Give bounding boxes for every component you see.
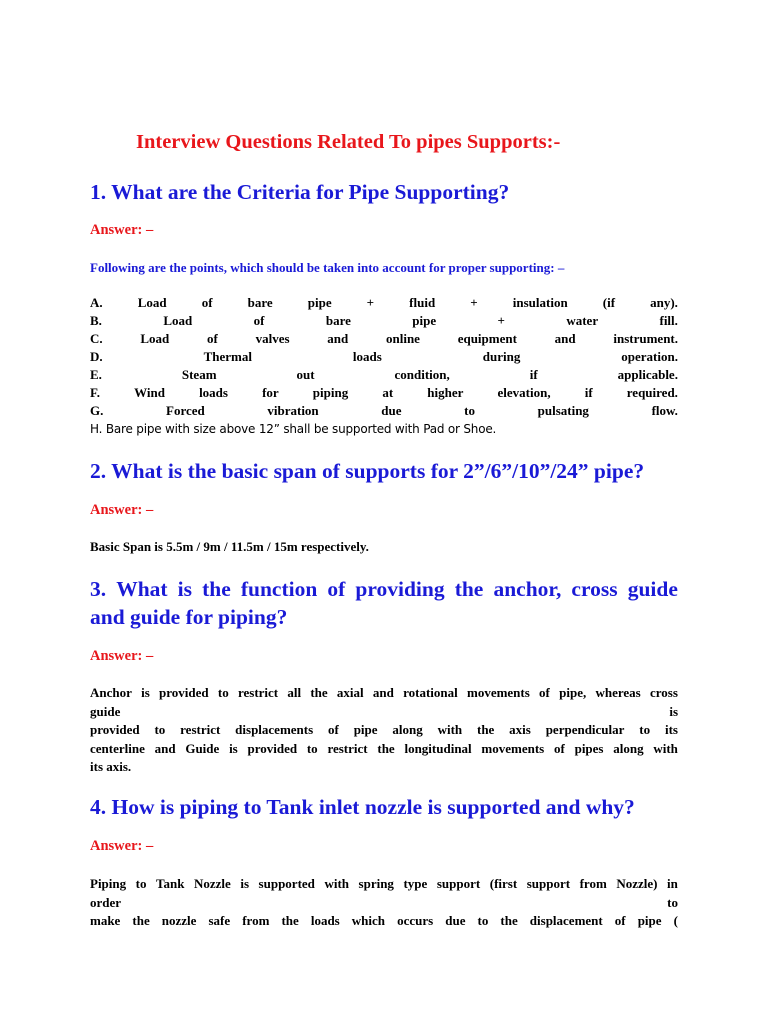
criteria-point-word: operation. — [621, 349, 678, 364]
criteria-point-word: fluid — [409, 295, 436, 310]
criteria-point-last: H. Bare pipe with size above 12” shall be supported with Pad or Shoe. — [90, 422, 497, 436]
word: axis — [509, 722, 531, 737]
criteria-point-word: pipe — [412, 313, 437, 328]
word: is — [229, 740, 238, 756]
criteria-point-word: during — [482, 349, 521, 364]
answer-3-text — [90, 684, 678, 777]
word: movements — [466, 685, 530, 700]
word: which — [351, 913, 386, 928]
criteria-point-word: Steam — [181, 367, 217, 382]
word: Nozzle — [194, 876, 231, 891]
answer-3-line-1 — [90, 684, 678, 703]
word: to — [306, 740, 318, 756]
answer-2-line: Basic Span is 5.5m / 9m / 11.5m / 15m respectively. — [90, 539, 369, 554]
criteria-point-word: loads — [352, 349, 382, 364]
criteria-point-word: pipe — [307, 295, 332, 310]
word: along — [392, 722, 423, 737]
criteria-point-word: + — [470, 295, 478, 310]
word: of — [328, 722, 339, 737]
criteria-point-word: due — [381, 403, 402, 418]
word: pipe — [353, 722, 378, 737]
word: type — [403, 876, 428, 891]
word: to — [154, 722, 166, 737]
criteria-point-word: and — [327, 331, 349, 346]
word: all — [287, 685, 302, 700]
criteria-point-word: insulation — [512, 295, 568, 310]
word: with — [437, 722, 463, 737]
word: restrict — [180, 722, 221, 737]
criteria-point-word: F. — [90, 385, 100, 400]
question-word: the — [202, 577, 231, 601]
answer-4-line-2 — [90, 894, 678, 913]
criteria-point-word: of — [201, 295, 213, 310]
criteria-point-word: if — [529, 367, 538, 382]
word: pipe — [637, 913, 662, 928]
criteria-point-word: Thermal — [203, 349, 252, 364]
word: perpendicular — [545, 722, 625, 737]
criteria-point-word: any). — [650, 295, 678, 310]
question-word: the — [454, 577, 484, 601]
question-3-line-1 — [90, 575, 678, 603]
answer-label-1: Answer: – — [90, 222, 154, 238]
word: the — [500, 913, 518, 928]
criteria-point-word: pulsating — [537, 403, 589, 418]
word: displacements — [235, 722, 314, 737]
answer-3-line-2 — [90, 703, 678, 722]
word: from — [242, 913, 270, 928]
question-word: is — [177, 577, 192, 601]
criteria-point-word: required. — [626, 385, 678, 400]
criteria-point — [90, 384, 678, 402]
criteria-point — [90, 294, 678, 312]
word: cross — [649, 685, 678, 700]
word: (first — [489, 876, 518, 891]
answer-3-line-2-left: guide — [90, 703, 121, 719]
word: Piping — [90, 876, 127, 891]
word: the — [310, 685, 328, 700]
word: pipe, — [559, 685, 587, 700]
criteria-point-word: + — [366, 295, 375, 310]
word: to — [135, 876, 147, 891]
word: from — [579, 876, 607, 891]
answer-1-intro: Following are the points, which should be taken into account for proper supporting: – — [90, 260, 565, 275]
question-4: 4. How is piping to Tank inlet nozzle is supported and why? — [90, 795, 635, 819]
answer-4-line-2-left: order — [90, 894, 122, 910]
word: movements — [481, 740, 545, 756]
question-word: providing — [355, 577, 445, 601]
criteria-point-word: B. — [90, 313, 102, 328]
answer-label-2: Answer: – — [90, 502, 154, 518]
criteria-point-word: equipment — [457, 331, 517, 346]
question-word: What — [116, 577, 168, 601]
word: provided — [159, 685, 209, 700]
answer-4-line-1 — [90, 875, 678, 894]
criteria-point-word: fill. — [659, 313, 678, 328]
criteria-point-word: G. — [90, 403, 104, 418]
answer-4-line-3 — [90, 912, 678, 931]
criteria-point-word: (if — [602, 295, 616, 310]
criteria-point-word: for — [262, 385, 279, 400]
document-title: Interview Questions Related To pipes Supports:- — [136, 131, 561, 153]
word: is — [240, 876, 250, 891]
criteria-point-word: Load — [163, 313, 193, 328]
word: along — [613, 740, 644, 756]
word: is — [141, 685, 150, 700]
word: with — [653, 740, 678, 756]
criteria-point-word: vibration — [267, 403, 319, 418]
criteria-point-word: Forced — [166, 403, 205, 418]
word: support — [526, 876, 571, 891]
criteria-point-word: out — [296, 367, 315, 382]
criteria-point-word: if — [584, 385, 593, 400]
word: provided — [247, 740, 298, 756]
criteria-point-word: flow. — [651, 403, 678, 418]
word: and — [372, 685, 394, 700]
word: Anchor — [90, 685, 132, 700]
word: supported — [258, 876, 315, 891]
criteria-point-word: A. — [90, 295, 103, 310]
word: centerline — [90, 740, 145, 756]
criteria-point — [90, 330, 678, 348]
criteria-point-word: condition, — [394, 367, 450, 382]
word: to — [217, 685, 229, 700]
word: to — [477, 913, 489, 928]
criteria-point-word: elevation, — [497, 385, 551, 400]
criteria-point — [90, 312, 678, 330]
word: occurs — [397, 913, 434, 928]
answer-3-line-5: its axis. — [90, 759, 132, 774]
criteria-point-word: Load — [137, 295, 167, 310]
word: support — [436, 876, 481, 891]
question-word: cross — [571, 577, 618, 601]
word: the — [476, 722, 495, 737]
question-3-line-2: and guide for piping? — [90, 605, 288, 629]
criteria-point-word: E. — [90, 367, 102, 382]
word: to — [639, 722, 651, 737]
criteria-point-word: applicable. — [617, 367, 678, 382]
word: nozzle — [161, 913, 197, 928]
criteria-point-word: bare — [325, 313, 351, 328]
criteria-point-word: C. — [90, 331, 103, 346]
answer-3-line-4 — [90, 740, 678, 759]
criteria-points-list — [90, 294, 678, 438]
answer-3-line-3 — [90, 721, 678, 740]
answer-4-text — [90, 875, 678, 931]
word: rotational — [403, 685, 458, 700]
criteria-point-word: D. — [90, 349, 103, 364]
question-word: anchor, — [493, 577, 562, 601]
word: provided — [90, 722, 140, 737]
criteria-point-word: bare — [247, 295, 273, 310]
criteria-point-word: higher — [427, 385, 464, 400]
word: its — [664, 722, 678, 737]
criteria-point-word: valves — [255, 331, 290, 346]
word: pipes — [574, 740, 604, 756]
word: Tank — [156, 876, 185, 891]
criteria-point-word: piping — [312, 385, 349, 400]
word: due — [445, 913, 466, 928]
word: with — [324, 876, 349, 891]
word: Nozzle) — [616, 876, 658, 891]
criteria-point-word: loads — [199, 385, 228, 400]
word: displacement — [529, 913, 603, 928]
answer-4-line-2-right: to — [667, 894, 678, 910]
criteria-point-word: + — [497, 313, 505, 328]
question-word: guide — [627, 577, 678, 601]
word: longitudinal — [404, 740, 472, 756]
question-word: function — [240, 577, 318, 601]
criteria-point-word: Load — [140, 331, 170, 346]
criteria-point-word: instrument. — [613, 331, 678, 346]
word: the — [377, 740, 395, 756]
word: restrict — [237, 685, 279, 700]
word: the — [281, 913, 299, 928]
criteria-point-word: of — [207, 331, 218, 346]
criteria-point-word: online — [385, 331, 420, 346]
word: the — [132, 913, 150, 928]
word: of — [554, 740, 565, 756]
criteria-point-word: at — [382, 385, 394, 400]
question-word: 3. — [90, 577, 107, 601]
criteria-point — [90, 348, 678, 366]
answer-2-text — [90, 538, 678, 557]
word: whereas — [595, 685, 641, 700]
word: loads — [310, 913, 340, 928]
question-2: 2. What is the basic span of supports for 2”/6”/10”/24” pipe? — [90, 459, 645, 483]
criteria-point-word: to — [464, 403, 475, 418]
word: of — [614, 913, 626, 928]
answer-label-3: Answer: – — [90, 648, 154, 664]
word: make — [90, 913, 121, 928]
question-word: of — [327, 577, 346, 601]
word: in — [667, 876, 678, 891]
question-1: 1. What are the Criteria for Pipe Supporting? — [90, 180, 510, 204]
criteria-point — [90, 366, 678, 384]
word: Guide — [185, 740, 220, 756]
word: axial — [336, 685, 364, 700]
answer-3-line-2-right: is — [669, 703, 678, 719]
criteria-point-word: and — [554, 331, 576, 346]
criteria-point-word: of — [253, 313, 265, 328]
word: and — [154, 740, 176, 756]
word: spring — [358, 876, 394, 891]
question-3 — [90, 575, 678, 631]
word: restrict — [327, 740, 368, 756]
criteria-point-word: water — [566, 313, 599, 328]
word: safe — [208, 913, 231, 928]
criteria-point-word: Wind — [134, 385, 165, 400]
word: ( — [673, 913, 678, 928]
criteria-point — [90, 402, 678, 420]
answer-label-4: Answer: – — [90, 838, 154, 854]
word: of — [539, 685, 550, 700]
